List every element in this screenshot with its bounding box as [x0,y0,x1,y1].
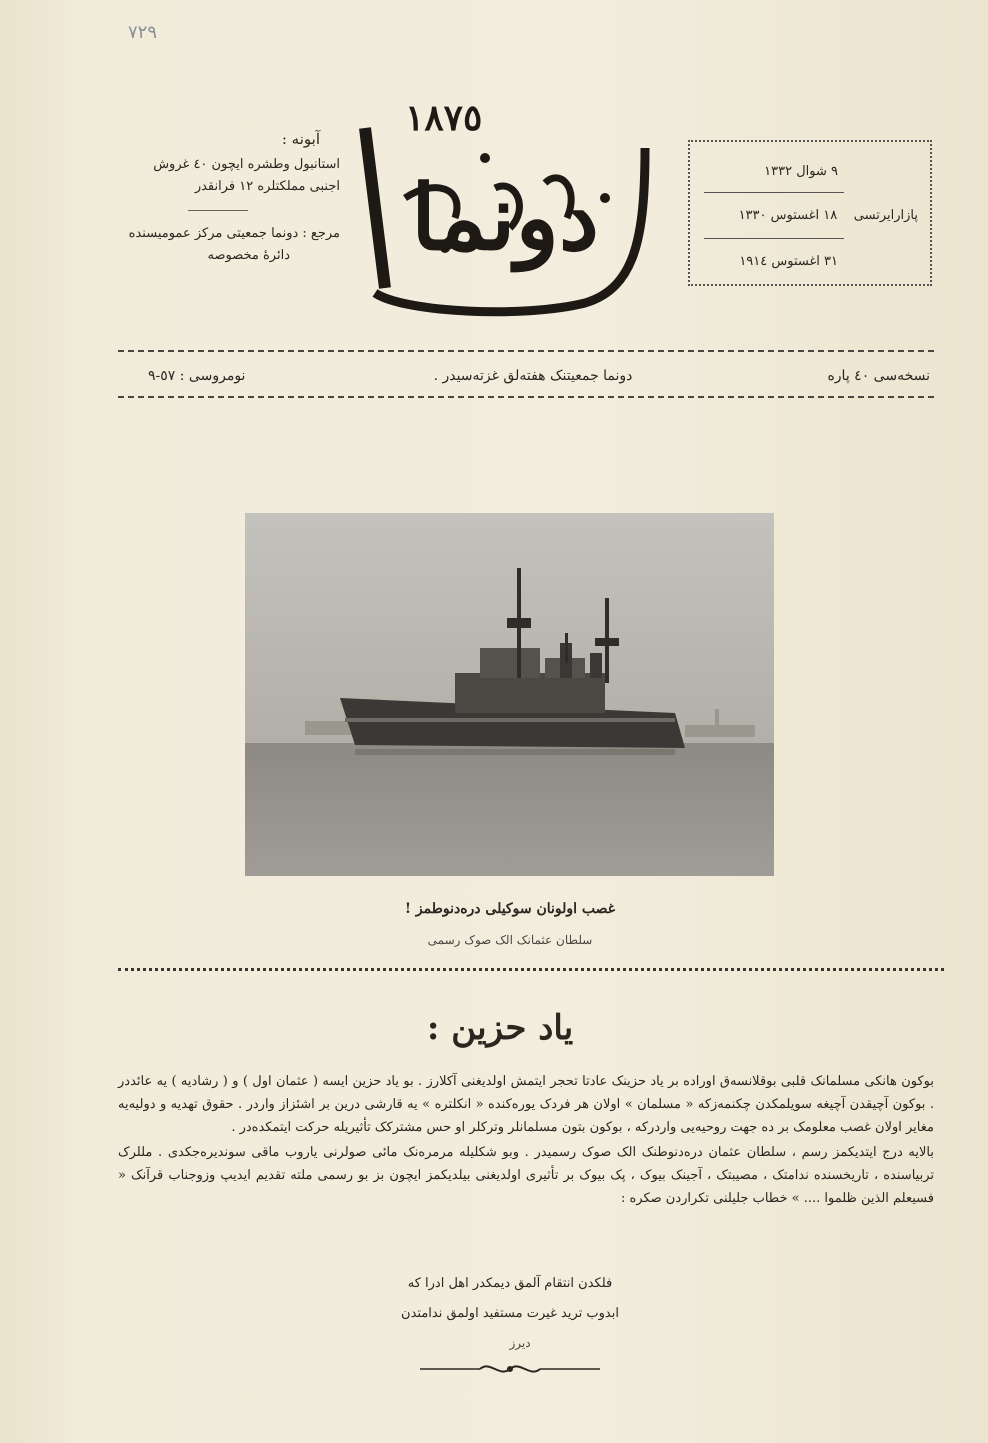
issue-strip [118,360,934,394]
strip-rule-bottom [118,396,934,398]
battleship-photo [245,513,774,876]
date-divider [704,192,844,193]
masthead-title: دونما [410,165,600,271]
photo-caption-title: غصب اولونان سوکیلی دره‌دنوطمز ! [404,901,616,917]
rumi-date: ١٨ اغستوس ١٣٣٠ [738,208,838,223]
hijri-date: ٩ شوال ١٣٣٢ [764,164,838,179]
subscription-title: آبونه : [281,130,320,148]
subscription-foreign: اجنبی مملکتلره ١٢ فرانقدر [194,179,340,194]
issue-price: نسخه‌سی ٤٠ پاره [827,368,930,384]
weekday: پازارایرتسی [853,208,918,223]
battleship-image [245,513,774,876]
article-title: یاد حزین : [426,1008,574,1048]
subscription-info [118,128,340,267]
photo-caption-subtitle: سلطان عثمانک الک صوک رسمی [427,933,593,947]
gregorian-date: ٣١ اغستوس ١٩١٤ [739,254,838,269]
verse-line: فلکدن انتقام آلمق دیمکدر اهل ادرا که [407,1276,613,1291]
article-body [118,1070,934,1212]
article-paragraph: بوکون هانکی مسلمانک قلبی بوقلانسه‌ق اوراده بر یاد حزینک عادتا تحجر ایتمش اولدیغنی آکلارز . بو یاد حزین ایسه ( عثمان اول ) و ( رشادیه ) یه عائددر . بوکون آچیقدن آچیغه سویلمکدن چکنمه‌زکه « مسلمان » اولان هر فردک یوره‌کنده « انکلتره » یه قارشی درین بر اشئزاز واردر . حقوق تهدیه و دولیه‌یه مغایر اولان غصب معلومک بر ده جهت روحیه‌یی واردرکه ، بوکون بتون مسلمانلر وترکلر او حس مشترکک تأثیریله حرکت ایتمکده‌در . [118,1074,934,1135]
section-divider [118,968,944,971]
weekday-rumi-date [693,208,918,223]
date-divider [704,238,844,239]
subscription-domestic: استانبول وطشره ایچون ٤٠ غروش [153,157,340,172]
closing-ornament-icon [420,1358,600,1380]
masthead-logo [345,88,665,328]
contact-reference: مرجع : دونما جمعیتی مرکز عمومیسنده [128,226,340,241]
article-paragraph: بالایه درج ایتدیکمز رسم ، سلطان عثمان دره‌دنوطنک الک صوک رسمیدر . وبو شکلیله مرمره‌نک مائی صولرنی یاروب ماقی سوندیره‌جکدی . مللرک تربیاسنده ، تاریخسنده ندامتک ، مصیبتک ، آجینک بیوک ، پک بیوک بر تأثیری اولدیغنی بیلدیکمز ایچون بز بو رسمی ملته تقدیم ایدیپ وزوجناب قرآنک « فسیعلم الذین ظلموا .... » خطاب جلیلنی تکراردن صکره : [118,1145,934,1206]
subscription-divider [188,210,248,211]
page-number: ٧٢٩ [128,22,158,43]
verse-line: ابدوب ترید غیرت مستفید اولمق ندامتدن [401,1306,619,1321]
issue-motto: دونما جمعیتنک هفته‌لق غزته‌سیدر . [433,368,633,384]
masthead-year: ١٨٧٥ [405,97,483,139]
issue-number: نومروسی : ٥٧-٩ [148,368,246,384]
strip-rule-top [118,350,934,352]
contact-department: دائرۀ مخصوصه [207,248,290,263]
date-box [688,140,932,286]
signature: دیرز [509,1336,531,1350]
